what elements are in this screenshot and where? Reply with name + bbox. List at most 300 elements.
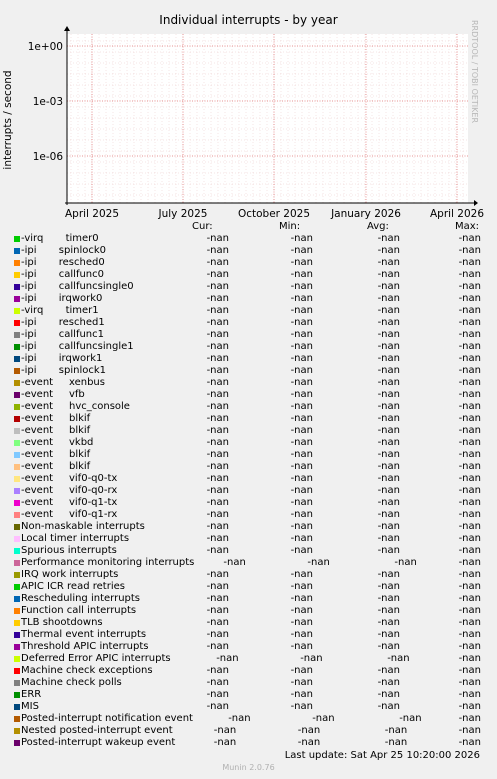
legend-value: -nan — [206, 365, 229, 376]
col-header-cur: Cur: — [192, 221, 213, 232]
legend-row — [0, 317, 497, 329]
legend-value: -nan — [290, 233, 313, 244]
legend-value: -nan — [377, 365, 400, 376]
legend-value: -nan — [377, 533, 400, 544]
legend-value: -nan — [206, 569, 229, 580]
legend-value: -nan — [290, 341, 313, 352]
legend-value: -nan — [377, 293, 400, 304]
legend-value: -nan — [290, 389, 313, 400]
legend-value: -nan — [206, 701, 229, 712]
legend-row — [0, 461, 497, 473]
legend-row — [0, 413, 497, 425]
legend-value: -nan — [377, 617, 400, 628]
legend-value: -nan — [377, 329, 400, 340]
legend-value: -nan — [206, 377, 229, 388]
legend-swatch — [14, 680, 20, 686]
legend-value: -nan — [377, 401, 400, 412]
legend-value: -nan — [223, 557, 246, 568]
legend-value: -nan — [206, 497, 229, 508]
legend-label: -ipi resched1 — [21, 317, 105, 328]
legend-value: -nan — [206, 677, 229, 688]
legend-label: Deferred Error APIC interrupts — [21, 653, 171, 664]
y-axis-label: interrupts / second — [2, 70, 14, 170]
legend-label: -ipi callfuncsingle1 — [21, 341, 134, 352]
legend-row — [0, 689, 497, 701]
legend-value: -nan — [290, 305, 313, 316]
legend-swatch — [14, 284, 20, 290]
legend-row — [0, 449, 497, 461]
legend-swatch — [14, 476, 20, 482]
rrdtool-watermark: RRDTOOL / TOBI OETIKER — [470, 20, 479, 124]
legend-swatch — [14, 464, 20, 470]
legend-swatch — [14, 620, 20, 626]
legend-row — [0, 245, 497, 257]
legend-value: -nan — [290, 257, 313, 268]
legend-label: -virq timer1 — [21, 305, 99, 316]
legend-row — [0, 521, 497, 533]
legend-value: -nan — [377, 461, 400, 472]
legend-value: -nan — [377, 641, 400, 652]
legend-value: -nan — [458, 461, 481, 472]
legend-value: -nan — [216, 653, 239, 664]
legend-value: -nan — [206, 641, 229, 652]
legend-swatch — [14, 632, 20, 638]
legend-value: -nan — [458, 305, 481, 316]
legend-value: -nan — [312, 713, 335, 724]
legend-label: Function call interrupts — [21, 605, 137, 616]
legend-value: -nan — [377, 317, 400, 328]
legend-swatch — [14, 392, 20, 398]
legend-value: -nan — [458, 377, 481, 388]
legend-value: -nan — [458, 689, 481, 700]
legend-value: -nan — [458, 353, 481, 364]
legend-row — [0, 677, 497, 689]
legend-value: -nan — [377, 677, 400, 688]
legend-row — [0, 497, 497, 509]
legend-value: -nan — [377, 233, 400, 244]
legend-value: -nan — [394, 557, 417, 568]
legend-value: -nan — [206, 437, 229, 448]
legend-row — [0, 401, 497, 413]
legend-row — [0, 509, 497, 521]
legend-label: -event vfb — [21, 389, 85, 400]
legend-value: -nan — [206, 617, 229, 628]
legend-row — [0, 617, 497, 629]
legend-label: IRQ work interrupts — [21, 569, 119, 580]
legend-label: Posted-interrupt notification event — [21, 713, 193, 724]
legend-row — [0, 629, 497, 641]
legend-label: Rescheduling interrupts — [21, 593, 141, 604]
legend-value: -nan — [377, 425, 400, 436]
legend-label: -ipi callfunc1 — [21, 329, 105, 340]
legend-row — [0, 329, 497, 341]
legend-value: -nan — [206, 593, 229, 604]
legend-label: MIS — [21, 701, 39, 712]
col-header-avg: Avg: — [367, 221, 389, 232]
legend-value: -nan — [458, 593, 481, 604]
x-axis-arrow — [474, 200, 478, 206]
legend-row — [0, 473, 497, 485]
legend-value: -nan — [206, 581, 229, 592]
legend-label: Machine check exceptions — [21, 665, 153, 676]
legend-value: -nan — [377, 545, 400, 556]
legend-swatch — [14, 656, 20, 662]
legend-label: -event vif0-q0-tx — [21, 473, 118, 484]
legend-swatch — [14, 356, 20, 362]
legend-value: -nan — [206, 629, 229, 640]
legend-label: Thermal event interrupts — [21, 629, 147, 640]
legend-swatch — [14, 644, 20, 650]
legend-swatch — [14, 344, 20, 350]
legend-value: -nan — [377, 377, 400, 388]
chart-title: Individual interrupts - by year — [159, 13, 338, 27]
legend-value: -nan — [458, 605, 481, 616]
legend-value: -nan — [458, 233, 481, 244]
munin-version: Munin 2.0.76 — [222, 763, 275, 772]
legend-swatch — [14, 548, 20, 554]
legend-value: -nan — [458, 713, 481, 724]
legend-value: -nan — [206, 485, 229, 496]
legend-label: TLB shootdowns — [21, 617, 103, 628]
legend-value: -nan — [206, 473, 229, 484]
legend-swatch — [14, 572, 20, 578]
legend-value: -nan — [206, 533, 229, 544]
legend-swatch — [14, 596, 20, 602]
legend-value: -nan — [458, 473, 481, 484]
legend-swatch — [14, 584, 20, 590]
legend-label: -event blkif — [21, 449, 91, 460]
legend-swatch — [14, 512, 20, 518]
legend-value: -nan — [206, 233, 229, 244]
legend-value: -nan — [206, 329, 229, 340]
legend-value: -nan — [377, 473, 400, 484]
legend-value: -nan — [377, 521, 400, 532]
col-header-max: Max: — [455, 221, 480, 232]
last-update: Last update: Sat Apr 25 10:20:00 2026 — [284, 750, 480, 761]
legend-swatch — [14, 668, 20, 674]
legend-row — [0, 605, 497, 617]
legend-label: -ipi spinlock0 — [21, 245, 106, 256]
legend-value: -nan — [384, 737, 408, 748]
legend-label: -virq timer0 — [21, 233, 99, 244]
legend-swatch — [14, 236, 20, 242]
legend-value: -nan — [377, 257, 400, 268]
legend-row — [0, 377, 497, 389]
legend-value: -nan — [290, 449, 313, 460]
legend-value: -nan — [290, 317, 313, 328]
legend-swatch — [14, 608, 20, 614]
legend-value: -nan — [290, 461, 313, 472]
legend-value: -nan — [290, 365, 313, 376]
legend-value: -nan — [206, 665, 229, 676]
legend-swatch — [14, 524, 20, 530]
legend-value: -nan — [458, 509, 481, 520]
legend-label: -event blkif — [21, 461, 91, 472]
legend-value: -nan — [458, 521, 481, 532]
legend-value: -nan — [290, 533, 313, 544]
legend-row — [0, 389, 497, 401]
legend-swatch — [14, 272, 20, 278]
legend-value: -nan — [458, 533, 481, 544]
legend-value: -nan — [458, 281, 481, 292]
legend-value: -nan — [206, 245, 229, 256]
legend-label: -event xenbus — [21, 377, 105, 388]
legend-label: -event vif0-q1-rx — [21, 509, 118, 520]
legend-swatch — [14, 380, 20, 386]
legend-value: -nan — [206, 689, 229, 700]
legend-row — [0, 269, 497, 281]
legend-value: -nan — [206, 353, 229, 364]
legend-row — [0, 293, 497, 305]
legend-value: -nan — [290, 569, 313, 580]
legend-label: -ipi resched0 — [21, 257, 105, 268]
legend-row — [0, 437, 497, 449]
legend-value: -nan — [458, 497, 481, 508]
y-tick-label: 1e+00 — [27, 41, 63, 53]
legend-value: -nan — [206, 341, 229, 352]
legend-value: -nan — [458, 557, 481, 568]
legend-swatch — [14, 404, 20, 410]
legend-value: -nan — [458, 329, 481, 340]
legend-value: -nan — [290, 701, 313, 712]
legend-value: -nan — [458, 389, 481, 400]
x-tick-label: April 2025 — [64, 208, 120, 220]
legend-value: -nan — [213, 737, 237, 748]
x-tick-label: April 2026 — [429, 208, 485, 220]
legend-value: -nan — [206, 305, 229, 316]
legend-value: -nan — [206, 281, 229, 292]
legend-row — [0, 305, 497, 317]
legend-label: Performance monitoring interrupts — [21, 557, 195, 568]
legend-value: -nan — [290, 581, 313, 592]
legend-row — [0, 569, 497, 581]
legend-value: -nan — [290, 677, 313, 688]
legend-row — [0, 545, 497, 557]
legend-value: -nan — [290, 545, 313, 556]
legend-label: -event blkif — [21, 425, 91, 436]
legend-value: -nan — [228, 713, 251, 724]
legend-label: ERR — [21, 689, 42, 700]
col-header-min: Min: — [279, 221, 301, 232]
legend-value: -nan — [458, 269, 481, 280]
legend-value: -nan — [290, 497, 313, 508]
legend-value: -nan — [206, 413, 229, 424]
legend-row — [0, 233, 497, 245]
legend-swatch — [14, 704, 20, 710]
legend-value: -nan — [290, 473, 313, 484]
legend-row — [0, 581, 497, 593]
legend-value: -nan — [297, 737, 321, 748]
legend-row — [0, 701, 497, 713]
legend-value: -nan — [290, 689, 313, 700]
legend-value: -nan — [206, 293, 229, 304]
legend-swatch — [14, 332, 20, 338]
legend-value: -nan — [458, 437, 481, 448]
legend-value: -nan — [377, 389, 400, 400]
legend-swatch — [14, 320, 20, 326]
legend-row — [0, 665, 497, 677]
legend-swatch — [14, 560, 20, 566]
legend-value: -nan — [300, 653, 323, 664]
legend-row — [0, 365, 497, 377]
legend-value: -nan — [458, 365, 481, 376]
legend-value: -nan — [377, 569, 400, 580]
legend-value: -nan — [458, 341, 481, 352]
legend-value: -nan — [290, 245, 313, 256]
legend-value: -nan — [458, 485, 481, 496]
legend-value: -nan — [377, 269, 400, 280]
legend-row — [0, 341, 497, 353]
legend-value: -nan — [458, 293, 481, 304]
legend-value: -nan — [290, 629, 313, 640]
legend-swatch — [14, 740, 20, 746]
legend-value: -nan — [377, 701, 400, 712]
legend-value: -nan — [297, 725, 321, 736]
legend-value: -nan — [377, 605, 400, 616]
legend-value: -nan — [377, 413, 400, 424]
legend-value: -nan — [377, 305, 400, 316]
legend-value: -nan — [290, 641, 313, 652]
y-tick-label: 1e-03 — [32, 96, 63, 108]
legend-value: -nan — [377, 245, 400, 256]
legend-row — [0, 653, 497, 665]
legend-value: -nan — [206, 269, 229, 280]
legend-value: -nan — [290, 281, 313, 292]
legend-value: -nan — [290, 401, 313, 412]
legend-value: -nan — [206, 389, 229, 400]
legend-value: -nan — [206, 401, 229, 412]
legend-value: -nan — [206, 605, 229, 616]
legend-value: -nan — [458, 629, 481, 640]
legend-value: -nan — [307, 557, 330, 568]
legend-value: -nan — [458, 641, 481, 652]
legend-row — [0, 641, 497, 653]
legend-value: -nan — [290, 521, 313, 532]
legend-value: -nan — [458, 257, 481, 268]
legend-swatch — [14, 692, 20, 698]
legend-label: Posted-interrupt wakeup event — [21, 737, 176, 748]
legend-swatch — [14, 440, 20, 446]
legend-value: -nan — [458, 665, 481, 676]
legend-value: -nan — [206, 257, 229, 268]
legend-row — [0, 557, 497, 569]
legend-label: Nested posted-interrupt event — [21, 725, 173, 736]
legend-value: -nan — [399, 713, 422, 724]
legend-value: -nan — [458, 317, 481, 328]
legend-value: -nan — [290, 605, 313, 616]
legend-value: -nan — [458, 653, 481, 664]
legend-value: -nan — [458, 701, 481, 712]
legend-value: -nan — [290, 413, 313, 424]
legend-swatch — [14, 368, 20, 374]
legend-value: -nan — [458, 449, 481, 460]
legend-value: -nan — [458, 401, 481, 412]
plot-area — [0, 0, 497, 225]
legend-swatch — [14, 500, 20, 506]
legend-label: -ipi callfuncsingle0 — [21, 281, 134, 292]
legend-value: -nan — [206, 509, 229, 520]
legend-label: APIC ICR read retries — [21, 581, 125, 592]
legend-value: -nan — [458, 737, 481, 748]
x-tick-label: January 2026 — [331, 208, 401, 220]
legend-value: -nan — [290, 485, 313, 496]
legend-label: Spurious interrupts — [21, 545, 117, 556]
legend-value: -nan — [377, 665, 400, 676]
legend-value: -nan — [458, 569, 481, 580]
legend-label: -event vkbd — [21, 437, 94, 448]
legend-value: -nan — [206, 317, 229, 328]
legend-row — [0, 425, 497, 437]
legend-value: -nan — [458, 425, 481, 436]
legend-value: -nan — [377, 497, 400, 508]
legend-value: -nan — [458, 581, 481, 592]
legend-row — [0, 257, 497, 269]
legend-label: Local timer interrupts — [21, 533, 130, 544]
legend-value: -nan — [377, 281, 400, 292]
legend-value: -nan — [377, 581, 400, 592]
legend-value: -nan — [377, 353, 400, 364]
legend-value: -nan — [290, 377, 313, 388]
legend-value: -nan — [290, 293, 313, 304]
legend-row — [0, 713, 497, 725]
legend-value: -nan — [387, 653, 410, 664]
legend-swatch — [14, 308, 20, 314]
legend-label: -event blkif — [21, 413, 91, 424]
legend-swatch — [14, 452, 20, 458]
legend-value: -nan — [377, 629, 400, 640]
legend-value: -nan — [377, 437, 400, 448]
legend-row — [0, 593, 497, 605]
legend-label: Machine check polls — [21, 677, 122, 688]
legend-value: -nan — [290, 437, 313, 448]
legend-value: -nan — [458, 617, 481, 628]
legend-value: -nan — [206, 521, 229, 532]
legend-row — [0, 485, 497, 497]
legend-swatch — [14, 716, 20, 722]
legend-row — [0, 725, 497, 737]
legend-value: -nan — [290, 353, 313, 364]
legend-value: -nan — [290, 425, 313, 436]
legend-label: -ipi irqwork1 — [21, 353, 103, 364]
legend-value: -nan — [290, 329, 313, 340]
legend-label: Non-maskable interrupts — [21, 521, 145, 532]
legend-value: -nan — [458, 545, 481, 556]
legend-swatch — [14, 260, 20, 266]
legend-label: -ipi spinlock1 — [21, 365, 106, 376]
legend-label: Threshold APIC interrupts — [21, 641, 149, 652]
legend-value: -nan — [377, 485, 400, 496]
legend-value: -nan — [458, 725, 481, 736]
legend-value: -nan — [213, 725, 237, 736]
legend-value: -nan — [290, 509, 313, 520]
legend-label: -event hvc_console — [21, 401, 130, 412]
legend-value: -nan — [290, 665, 313, 676]
legend-value: -nan — [377, 509, 400, 520]
legend-row — [0, 533, 497, 545]
legend-swatch — [14, 416, 20, 422]
legend-value: -nan — [290, 617, 313, 628]
legend-value: -nan — [206, 449, 229, 460]
legend-swatch — [14, 248, 20, 254]
legend-value: -nan — [377, 689, 400, 700]
legend-value: -nan — [384, 725, 408, 736]
legend-value: -nan — [458, 677, 481, 688]
legend-swatch — [14, 488, 20, 494]
legend-value: -nan — [377, 341, 400, 352]
x-tick-label: October 2025 — [237, 208, 311, 220]
legend-swatch — [14, 728, 20, 734]
x-tick-label: July 2025 — [158, 208, 208, 220]
